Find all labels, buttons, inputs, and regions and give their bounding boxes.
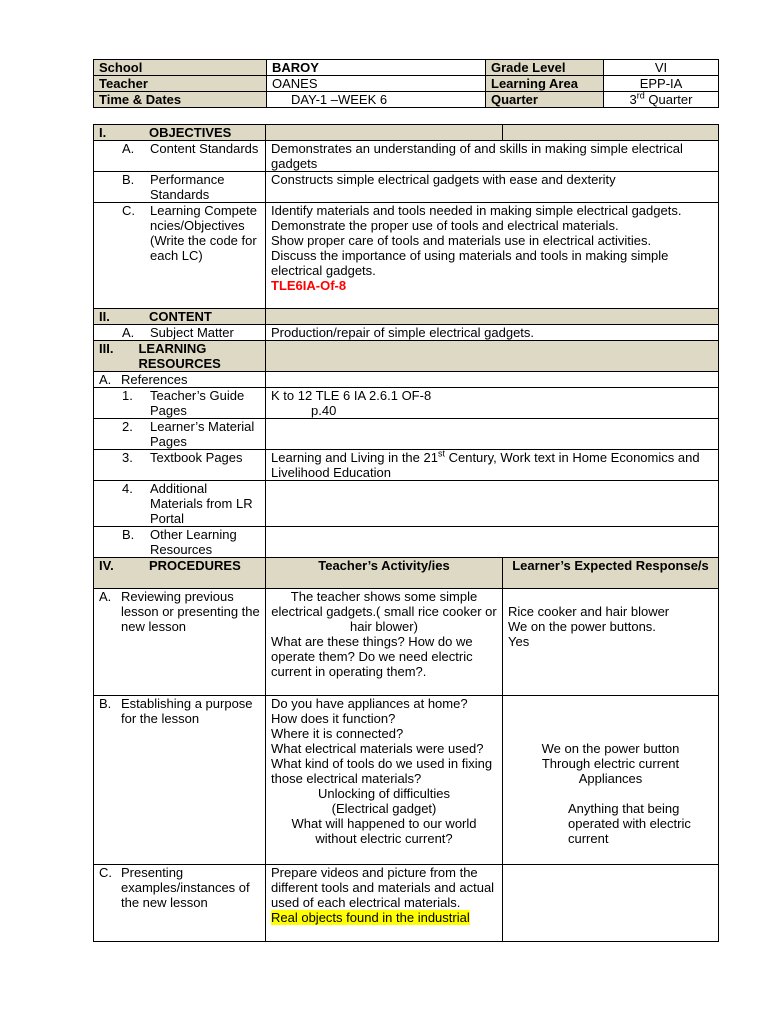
learner-response-header: Learner’s Expected Response/s	[503, 558, 719, 589]
references-row: A. References	[94, 372, 719, 388]
grade-level-label: Grade Level	[486, 60, 604, 76]
learning-area-label: Learning Area	[486, 76, 604, 92]
procedure-c-label: Presenting examples/instances of the new lesson	[121, 865, 250, 910]
procedures-header-row	[94, 558, 719, 589]
quarter-label: Quarter	[486, 92, 604, 108]
teachers-guide-text: K to 12 TLE 6 IA 2.6.1 OF-8 p.40	[266, 388, 719, 419]
procedure-c-row: C. Presenting examples/instances of the new lesson Prepare videos and picture from the different tools and materials and actual used of each electrical materials. Real objects found in the industrial	[94, 865, 719, 942]
resources-heading: III. LEARNING RESOURCES	[94, 341, 266, 372]
school-label: School	[94, 60, 267, 76]
procedure-b-label: Establishing a purpose for the lesson	[121, 696, 253, 726]
learning-area-value: EPP-IA	[604, 76, 719, 92]
content-standards-row: A. Content Standards Demonstrates an understanding of and skills in making simple electrical gadgets	[94, 141, 719, 172]
content-standards-label: Content Standards	[150, 141, 259, 156]
procedure-a-row: A. Reviewing previous lesson or presenting the new lesson The teacher shows some simple electrical gadgets.( small rice cooker or hair blower) What are these things? How do we operate them? Do we need electric current in operating them?. Rice cooker and hair blower We on the power buttons. Yes	[94, 589, 719, 696]
subject-matter-row: A. Subject Matter Production/repair of simple electrical gadgets.	[94, 325, 719, 341]
performance-standards-label: Performance Standards	[150, 172, 225, 202]
procedure-b-teacher: Do you have appliances at home? How does it function? Where it is connected? What electrical materials were used? What kind of tools do we used in fixing those electrical materials? Unlocking of difficulties (Electrical gadget) What will happened to our world without electric current?	[266, 696, 503, 865]
objectives-header-row	[94, 125, 719, 141]
content-header-row	[94, 309, 719, 325]
content-heading: II. CONTENT	[94, 309, 266, 325]
grade-level-value: VI	[604, 60, 719, 76]
teachers-guide-label: Teacher’s Guide Pages	[150, 388, 245, 418]
header-table	[93, 59, 719, 108]
references-label: References	[121, 372, 188, 387]
objectives-heading: I. OBJECTIVES	[94, 125, 266, 141]
learners-material-row: 2. Learner’s Material Pages	[94, 419, 719, 450]
additional-materials-label: Additional Materials from LR Portal	[150, 481, 253, 526]
procedures-heading: IV. PROCEDURES	[94, 558, 266, 589]
time-dates-value: DAY-1 –WEEK 6	[267, 92, 486, 108]
highlighted-text: Real objects found in the industrial	[271, 910, 470, 925]
teachers-guide-row: 1. Teacher’s Guide Pages K to 12 TLE 6 IA 2.6.1 OF-8 p.40	[94, 388, 719, 419]
quarter-value: 3rd Quarter	[604, 92, 719, 108]
teacher-activity-header: Teacher’s Activity/ies	[266, 558, 503, 589]
learning-competencies-text: Identify materials and tools needed in making simple electrical gadgets. Demonstrate the proper use of tools and electrical materials. Show proper care of tools and materials use in electrical activities. Discuss the importance of using materials and tools in making simple electrical gadgets. TLE6IA-Of-8	[266, 203, 719, 309]
learning-competencies-row: C. Learning Competencies/Objectives (Write the code for each LC) Identify materials and tools needed in making simple electrical gadgets. Demonstrate the proper use of tools and electrical materials. Show proper care of tools and materials use in electrical activities. Discuss the importance of using materials and tools in making simple electrical gadgets. TLE6IA-Of-8	[94, 203, 719, 309]
teacher-label: Teacher	[94, 76, 267, 92]
other-resources-label: Other Learning Resources	[150, 527, 237, 557]
additional-materials-row: 4. Additional Materials from LR Portal	[94, 481, 719, 527]
procedure-b-learner: We on the power button Through electric current Appliances Anything that being operated with electric current	[503, 696, 719, 865]
textbook-pages-row: 3. Textbook Pages Learning and Living in the 21st Century, Work text in Home Economics and Livelihood Education	[94, 450, 719, 481]
school-value: BAROY	[267, 60, 486, 76]
subject-matter-text: Production/repair of simple electrical gadgets.	[266, 325, 719, 341]
other-resources-row: B. Other Learning Resources	[94, 527, 719, 558]
lc-code: TLE6IA-Of-8	[271, 278, 347, 293]
content-standards-text: Demonstrates an understanding of and skills in making simple electrical gadgets	[266, 141, 719, 172]
performance-standards-text: Constructs simple electrical gadgets with ease and dexterity	[266, 172, 719, 203]
lesson-plan-table	[93, 124, 719, 942]
learners-material-label: Learner’s Material Pages	[150, 419, 255, 449]
time-dates-label: Time & Dates	[94, 92, 267, 108]
teacher-value: OANES	[267, 76, 486, 92]
subject-matter-label: Subject Matter	[150, 325, 234, 340]
procedure-c-teacher: Prepare videos and picture from the different tools and materials and actual used of each electrical materials. Real objects found in the industrial	[266, 865, 503, 942]
performance-standards-row: B. Performance Standards Constructs simple electrical gadgets with ease and dexterity	[94, 172, 719, 203]
textbook-pages-label: Textbook Pages	[150, 450, 243, 465]
procedure-a-learner: Rice cooker and hair blower We on the power buttons. Yes	[503, 589, 719, 696]
procedure-b-row: B. Establishing a purpose for the lesson Do you have appliances at home? How does it function? Where it is connected? What electrical materials were used? What kind of tools do we used in fixing those electrical materials? Unlocking of difficulties (Electrical gadget) What will happened to our world without electric current? We on the power button Through electric current Appliances Anything that being operated with electric current	[94, 696, 719, 865]
procedure-a-teacher: The teacher shows some simple electrical gadgets.( small rice cooker or hair blower) What are these things? How do we operate them? Do we need electric current in operating them?.	[266, 589, 503, 696]
learning-competencies-label: Learning Competencies/Objectives (Write the code for each LC)	[150, 203, 257, 263]
resources-header-row	[94, 341, 719, 372]
textbook-pages-text: Learning and Living in the 21st Century, Work text in Home Economics and Livelihood Education	[266, 450, 719, 481]
procedure-a-label: Reviewing previous lesson or presenting the new lesson	[121, 589, 260, 634]
